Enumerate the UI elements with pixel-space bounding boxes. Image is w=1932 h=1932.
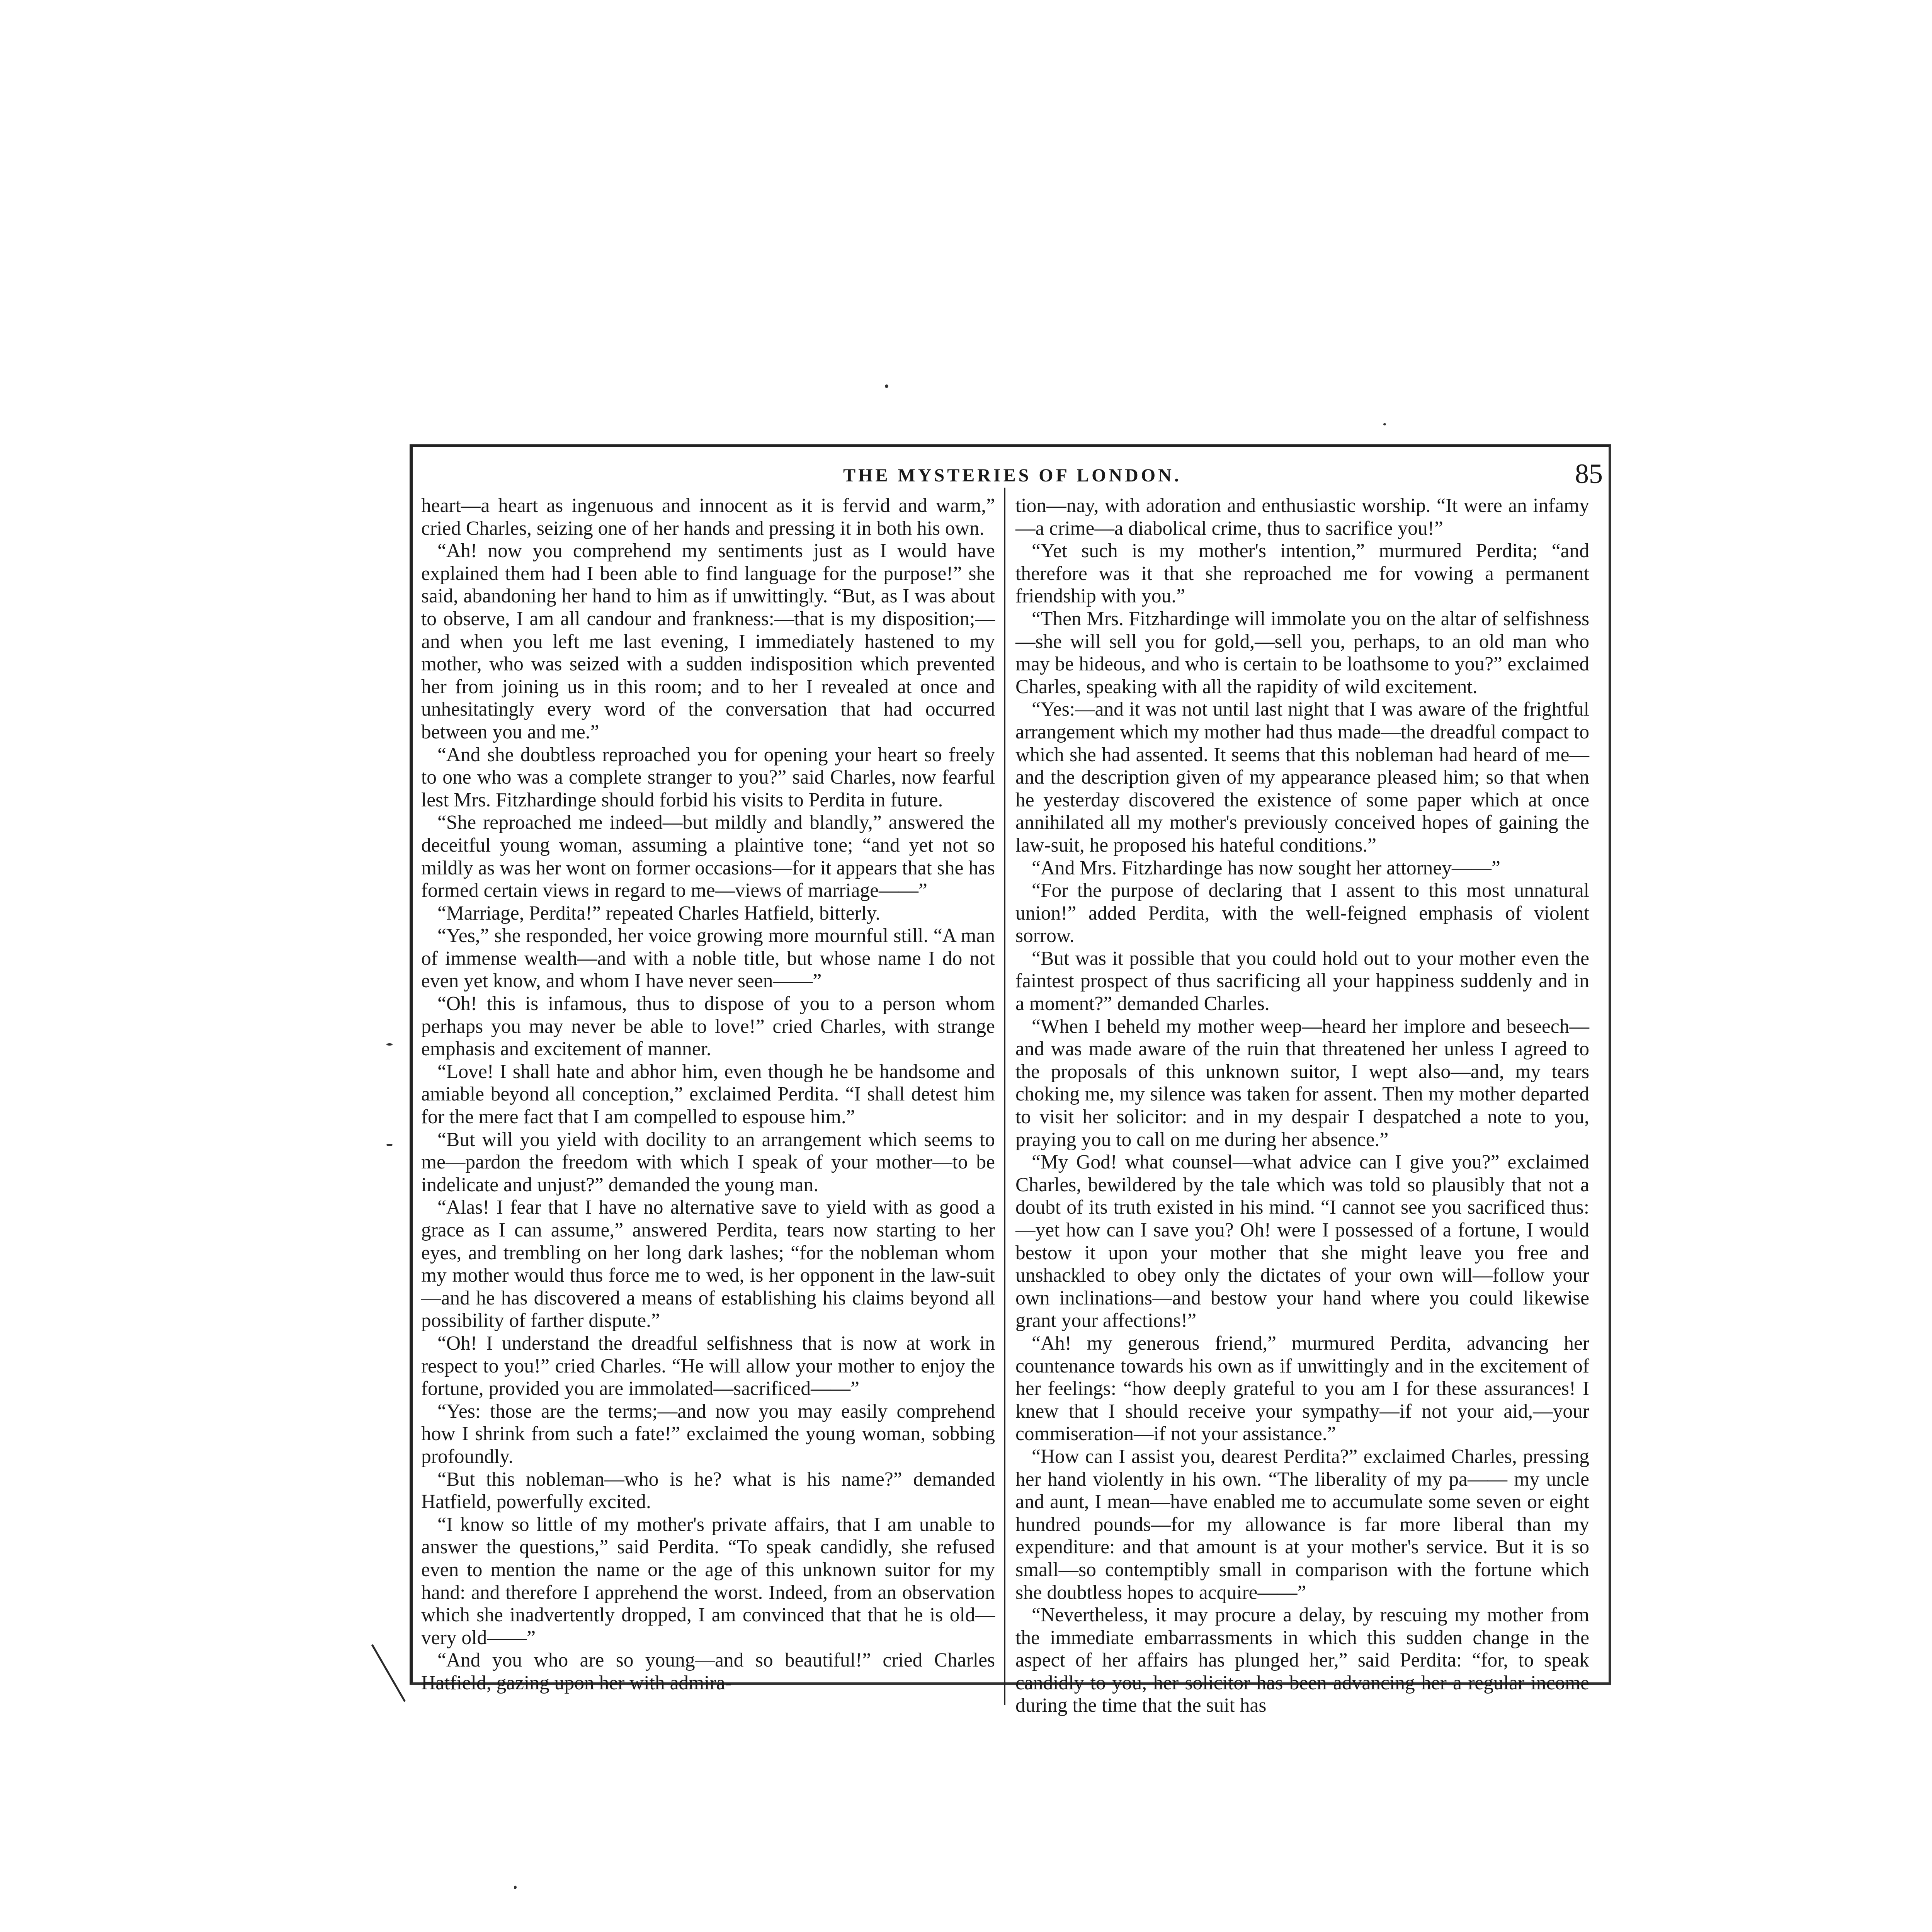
paragraph: “But was it possible that you could hold out to your mother even the faintest prospect of thus sacrificing all your happiness suddenly and in a moment?” demanded Charles. [1015, 947, 1589, 1015]
right-column [1015, 495, 1589, 1717]
paragraph: “Marriage, Perdita!” repeated Charles Hatfield, bitterly. [437, 902, 881, 924]
paragraph: “And she doubtless reproached you for opening your heart so freely to one who was a complete stranger to you?” said Charles, now fearful lest Mrs. Fitzhardinge should forbid his visits to Perdita in future. [421, 743, 995, 811]
paragraph: “My God! what counsel—what advice can I give you?” exclaimed Charles, bewildered by the tale which was told so plausibly that not a doubt of its truth existed in his mind. “I cannot see you sacrificed thus:—yet how can I save you? Oh! were I possessed of a fortune, I would bestow it upon your mother that she might leave you free and unshackled to obey only the dictates of your own will—follow your own inclinations—and bestow your hand where you could likewise grant your affections!” [1015, 1151, 1589, 1332]
scan-speck [1383, 423, 1386, 425]
scan-speck [386, 1144, 393, 1146]
scan-stroke [371, 1644, 406, 1702]
page-number: 85 [1575, 458, 1603, 489]
paragraph: “Ah! my generous friend,” murmured Perdita, advancing her countenance towards his own as if unwittingly and in the excitement of her feelings: “how deeply grateful to you am I for these assurances! I knew that I should receive your sympathy—if not your aid,—your commiseration—if not your assistance.” [1015, 1332, 1589, 1445]
paragraph: “Yes:—and it was not until last night that I was aware of the frightful arrangement which my mother had thus made—the dreadful compact to which she had assented. It seems that this nobleman had heard of me—and the description given of my appearance pleased him; so that when he yesterday discovered the existence of some paper which at once annihilated all my mother's previously conceived hopes of gaining the law-suit, he proposed his hateful conditions.” [1015, 698, 1589, 856]
paragraph: “Ah! now you comprehend my sentiments just as I would have explained them had I been able to find language for the purpose!” she said, abandoning her hand to him as if unwittingly. “But, as I was about to observe, I am all candour and frankness:—that is my disposition;—and when you left me last evening, I immediately hastened to my mother, who was seized with a sudden indisposition which prevented her from joining us in this room; and to her I revealed at once and unhesitatingly every word of the conversation that had occurred between you and me.” [421, 540, 995, 743]
paragraph: “She reproached me indeed—but mildly and blandly,” answered the deceitful young woman, assuming a plaintive tone; “and yet not so mildly as was her wont on former occasions—for it appears that she has formed certain views in regard to me—views of marriage——” [421, 811, 995, 902]
paragraph: tion—nay, with adoration and enthusiastic worship. “It were an infamy—a crime—a diabolical crime, thus to sacrifice you!” [1015, 495, 1589, 539]
left-column [421, 495, 995, 1694]
scan-speck [386, 1043, 393, 1046]
running-title: THE MYSTERIES OF LONDON. [843, 465, 1182, 486]
paragraph: “Yet such is my mother's intention,” murmured Perdita; “and therefore was it that she reproached me for vowing a permanent friendship with you.” [1015, 540, 1589, 607]
paragraph: “But this nobleman—who is he? what is his name?” demanded Hatfield, powerfully excited. [421, 1468, 995, 1513]
paragraph: “Love! I shall hate and abhor him, even though he be handsome and amiable beyond all conception,” exclaimed Perdita. “I shall detest him for the mere fact that I am compelled to espouse him.” [421, 1060, 995, 1128]
paragraph: “And you who are so young—and so beautiful!” cried Charles Hatfield, gazing upon her with admira- [421, 1649, 995, 1694]
paragraph: “When I beheld my mother weep—heard her implore and beseech—and was made aware of the ruin that threatened her unless I agreed to the proposals of this unknown suitor, I wept also—and, my tears choking me, my silence was taken for assent. Then my mother departed to visit her solicitor: and in my despair I despatched a note to you, praying you to call on me during her absence.” [1015, 1015, 1589, 1151]
paragraph: heart—a heart as ingenuous and innocent as it is fervid and warm,” cried Charles, seizing one of her hands and pressing it in both his own. [421, 495, 995, 539]
paragraph: “But will you yield with docility to an arrangement which seems to me—pardon the freedom with which I speak of your mother—to be indelicate and unjust?” demanded the young man. [421, 1128, 995, 1196]
running-head [417, 458, 1607, 493]
paragraph: “Yes: those are the terms;—and now you may easily comprehend how I shrink from such a fate!” exclaimed the young woman, sobbing profoundly. [421, 1400, 995, 1468]
paragraph: “For the purpose of declaring that I assent to this most unnatural union!” added Perdita, with the well-feigned emphasis of violent sorrow. [1015, 879, 1589, 947]
paragraph: “Alas! I fear that I have no alternative save to yield with as good a grace as I can assume,” answered Perdita, tears now starting to her eyes, and trembling on her long dark lashes; “for the nobleman whom my mother would thus force me to wed, is her opponent in the law-suit—and he has discovered a means of establishing his claims beyond all possibility of farther dispute.” [421, 1196, 995, 1332]
paragraph: “I know so little of my mother's private affairs, that I am unable to answer the questions,” said Perdita. “To speak candidly, she refused even to mention the name or the age of this unknown suitor for my hand: and therefore I apprehend the worst. Indeed, from an observation which she inadvertently dropped, I am convinced that that he is old—very old——” [421, 1513, 995, 1649]
paragraph: “Oh! this is infamous, thus to dispose of you to a person whom perhaps you may never be able to love!” cried Charles, with strange emphasis and excitement of manner. [421, 993, 995, 1060]
scan-speck [885, 384, 888, 388]
scan-speck [514, 1886, 517, 1889]
paragraph: “Yes,” she responded, her voice growing more mournful still. “A man of immense wealth—and with a noble title, but whose name I do not even yet know, and whom I have never seen——” [421, 925, 995, 992]
paragraph: “Nevertheless, it may procure a delay, by rescuing my mother from the immediate embarrassments in which this sudden change in the aspect of her affairs has plunged her,” said Perdita: “for, to speak candidly to you, her solicitor has been advancing her a regular income during the time that the suit has [1015, 1604, 1589, 1717]
column-divider [1004, 488, 1005, 1705]
paragraph: “Oh! I understand the dreadful selfishness that is now at work in respect to you!” cried Charles. “He will allow your mother to enjoy the fortune, provided you are immolated—sacrificed——” [421, 1332, 995, 1400]
paragraph: “Then Mrs. Fitzhardinge will immolate you on the altar of selfishness—she will sell you for gold,—sell you, perhaps, to an old man who may be hideous, and who is certain to be loathsome to you?” exclaimed Charles, speaking with all the rapidity of wild excitement. [1015, 607, 1589, 698]
paragraph: “How can I assist you, dearest Perdita?” exclaimed Charles, pressing her hand violently in his own. “The liberality of my pa—— my uncle and aunt, I mean—have enabled me to accumulate some seven or eight hundred pounds—for my allowance is far more liberal than my expenditure: and that amount is at your mother's service. But it is so small—so contemptibly small in comparison with the fortune which she doubtless hopes to acquire——” [1015, 1445, 1589, 1604]
paragraph: “And Mrs. Fitzhardinge has now sought her attorney——” [1032, 857, 1500, 879]
